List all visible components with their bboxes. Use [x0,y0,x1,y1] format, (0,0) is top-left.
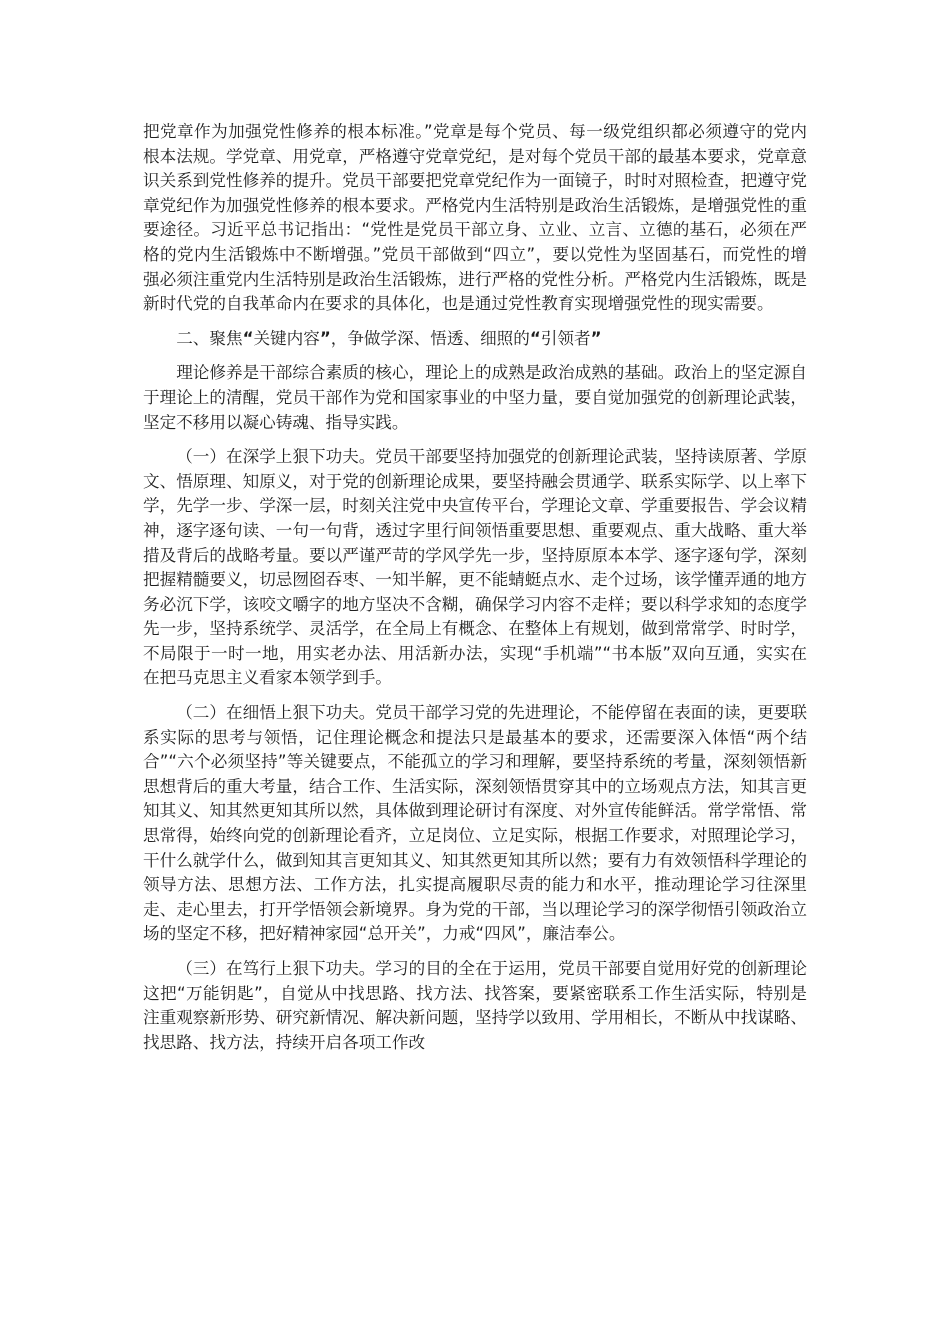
document-page [143,120,807,1065]
paragraph-party-constitution: 把党章作为加强党性修养的根本标准。”党章是每个党员、每一级党组织都必须遵守的党内根本法规。学党章、用党章，严格遵守党章党纪，是对每个党员干部的最基本要求，党章意识关系到党性修养的提升。党员干部要把党章党纪作为一面镜子，时时对照检查，把遵守党章党纪作为加强党性修养的根本要求。严格党内生活特别是政治生活锻炼，是增强党性的重要途径。习近平总书记指出：“党性是党员干部立身、立业、立言、立德的基石，必须在严格的党内生活锻炼中不断增强。”党员干部做到“四立”，要以党性为坚固基石，而党性的增强必须注重党内生活特别是政治生活锻炼，进行严格的党性分析。严格党内生活锻炼，既是新时代党的自我革命内在要求的具体化，也是通过党性教育实现增强党性的现实需要。 [143,122,807,314]
paragraph-practice: （三）在笃行上狠下功夫。学习的目的全在于运用，党员干部要自觉用好党的创新理论这把“万能钥匙”，自觉从中找思路、找方法、找答案，要紧密联系工作生活实际，特别是注重观察新形势、研究新情况、解决新问题，坚持学以致用、学用相长，不断从中找谋略、找思路、找方法，持续开启各项工作改 [143,959,807,1052]
heading-quote-close-1: ” [319,328,331,348]
paragraph-theory-cultivation: 理论修养是干部综合素质的核心，理论上的成熟是政治成熟的基础。政治上的坚定源自于理论上的清醒，党员干部作为党和国家事业的中坚力量，要自觉加强党的创新理论武装，坚定不移用以凝心铸魂、指导实践。 [143,363,807,432]
heading-prefix: 二、聚焦 [176,328,243,348]
section-heading [143,327,807,352]
heading-keyword-1: 关键内容 [253,328,320,348]
heading-quote-close-2: ” [590,328,602,348]
heading-middle: ，争做学深、悟透、细照的 [330,328,530,348]
heading-quote-open-2: “ [529,328,541,348]
heading-quote-open-1: “ [242,328,254,348]
heading-keyword-2: 引领者 [540,328,591,348]
paragraph-careful-understanding: （二）在细悟上狠下功夫。党员干部学习党的先进理论，不能停留在表面的读，更要联系实际的思考与领悟，记住理论概念和提法只是最基本的要求，还需要深入体悟“两个结合”“六个必须坚持”等关键要点，不能孤立的学习和理解，要坚持系统的考量，深刻领悟新思想背后的重大考量，结合工作、生活实际，深刻领悟贯穿其中的立场观点方法，知其言更知其义、知其然更知其所以然，具体做到理论研讨有深度、对外宣传能鲜活。常学常悟、常思常得，始终向党的创新理论看齐，立足岗位、立足实际，根据工作要求，对照理论学习，干什么就学什么，做到知其言更知其义、知其然更知其所以然；要有力有效领悟科学理论的领导方法、思想方法、工作方法，扎实提高履职尽责的能力和水平，推动理论学习往深里走、走心里去，打开学悟领会新境界。身为党的干部，当以理论学习的深学彻悟引领政治立场的坚定不移，把好精神家园“总开关”，力戒“四风”，廉洁奉公。 [143,703,807,944]
paragraph-deep-study: （一）在深学上狠下功夫。党员干部要坚持加强党的创新理论武装，坚持读原著、学原文、悟原理、知原义，对于党的创新理论成果，要坚持融会贯通学、联系实际学、以上率下学，先学一步、学深一层，时刻关注党中央宣传平台，学理论文章、学重要报告、学会议精神，逐字逐句读、一句一句背，透过字里行间领悟重要思想、重要观点、重大战略、重大举措及背后的战略考量。要以严谨严苛的学风学先一步，坚持原原本本学、逐字逐句学，深刻把握精髓要义，切忌囫囵吞枣、一知半解，更不能蜻蜓点水、走个过场，该学懂弄通的地方务必沉下学，该咬文嚼字的地方坚决不含糊，确保学习内容不走样；要以科学求知的态度学先一步，坚持系统学、灵活学，在全局上有概念、在整体上有规划，做到常常学、时时学，不局限于一时一地，用实老办法、用活新办法，实现“手机端”“书本版”双向互通，实实在在把马克思主义看家本领学到手。 [143,447,807,688]
